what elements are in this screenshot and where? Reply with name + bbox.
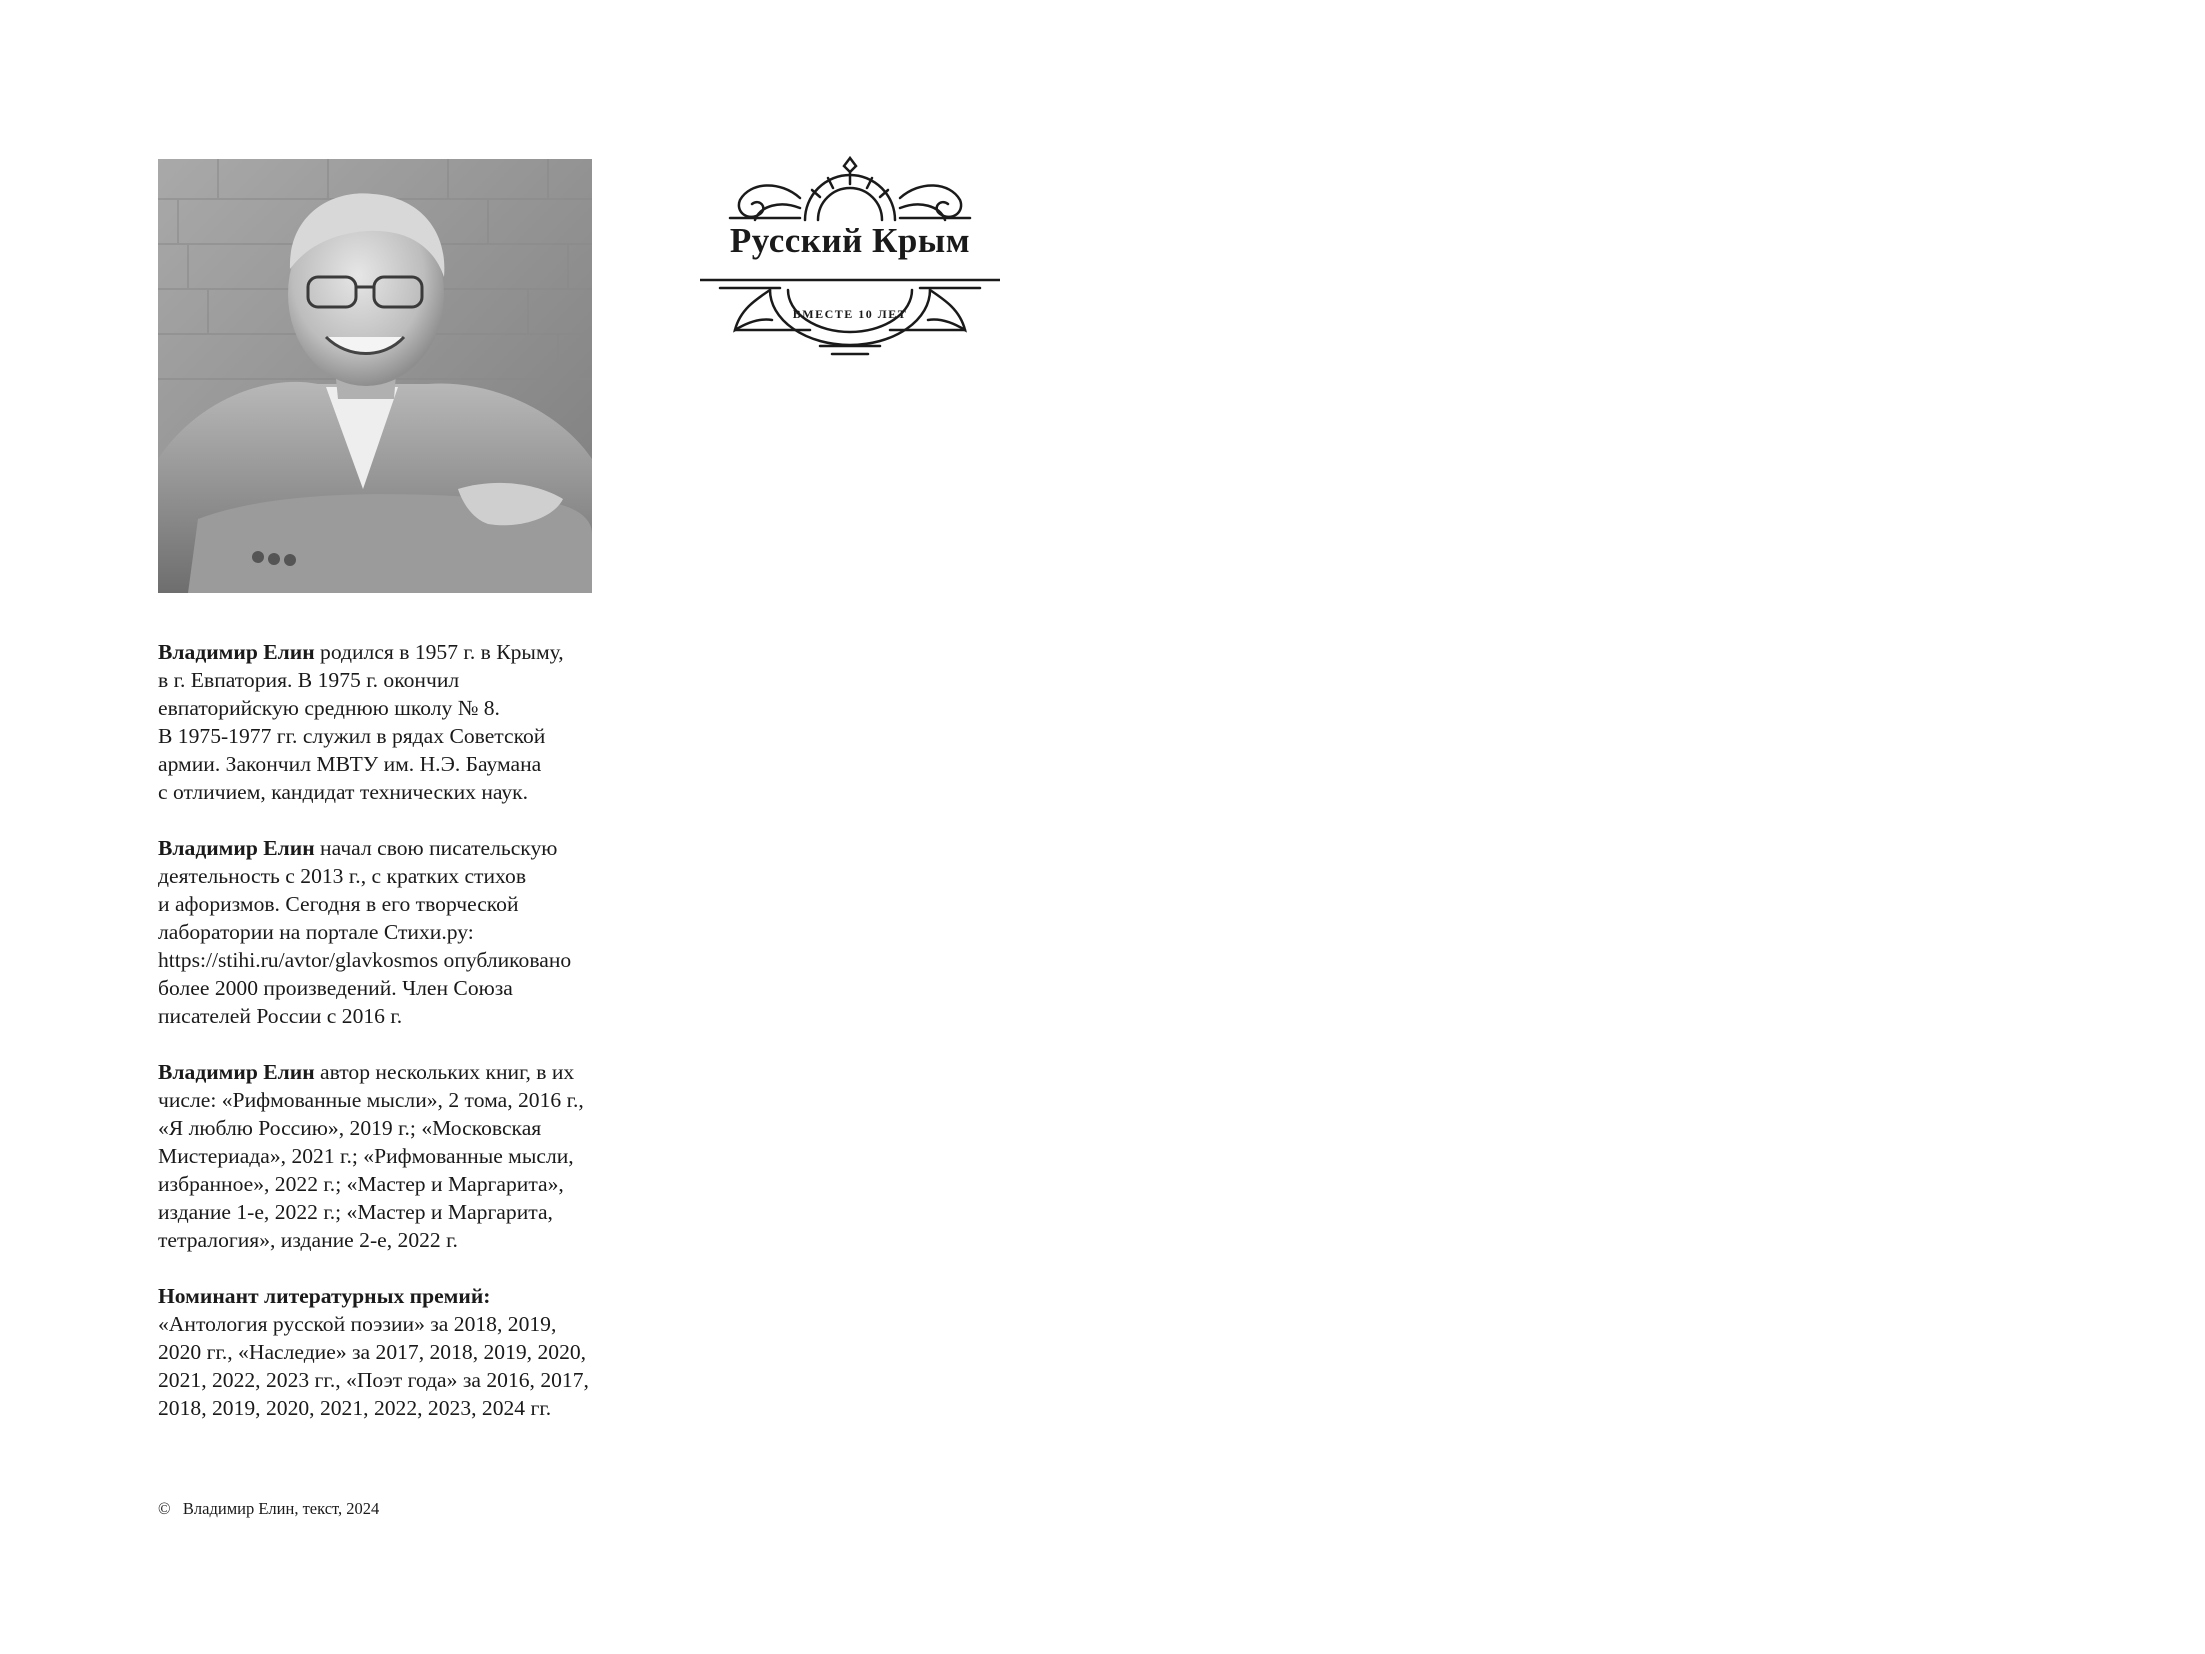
bio-paragraph-writing bbox=[158, 834, 628, 1030]
author-name: Владимир Елин bbox=[158, 1060, 315, 1084]
bio-books-text: автор нескольких книг, в их числе: «Рифмованные мысли», 2 тома, 2016 г., «Я люблю Россию», 2019 г.; «Московская Мистериада», 2021 г.; «Рифмованные мысли, избранное», 2022 г.; «Мастер и Маргарита», издание 1-е, 2022 г.; «Мастер и Маргарита, тетралогия», издание 2-е, 2022 г. bbox=[158, 1060, 584, 1252]
bio-paragraph-awards bbox=[158, 1282, 628, 1422]
bio-writing-text: начал свою писательскую деятельность с 2013 г., с кратких стихов и афоризмов. Сегодня в его творческой лаборатории на портале Стихи.ру: https://stihi.ru/avtor/glavkosmos опубликовано более 2000 произведений. Член Союза писателей России с 2016 г. bbox=[158, 836, 572, 1028]
copyright-notice: © Владимир Елин, текст, 2024 bbox=[158, 1499, 380, 1518]
author-photo bbox=[158, 159, 592, 593]
author-name: Владимир Елин bbox=[158, 640, 315, 664]
author-name: Владимир Елин bbox=[158, 836, 315, 860]
bio-paragraph-books bbox=[158, 1058, 628, 1254]
bio-paragraph-birth bbox=[158, 638, 628, 806]
awards-heading: Номинант литературных премий: bbox=[158, 1284, 491, 1308]
logo-subtitle: ВМЕСТЕ 10 ЛЕТ bbox=[792, 307, 908, 321]
bio-birth-text: родился в 1957 г. в Крыму, в г. Евпатория. В 1975 г. окончил евпаторийскую среднюю школу № 8. В 1975-1977 гг. служил в рядах Советской армии. Закончил МВТУ им. Н.Э. Баумана с отличием, кандидат технических наук. bbox=[158, 640, 564, 804]
logo-title: Русский Крым bbox=[729, 221, 971, 260]
bio-awards-text: «Антология русской поэзии» за 2018, 2019, 2020 гг., «Наследие» за 2017, 2018, 2019, 2020, 2021, 2022, 2023 гг., «Поэт года» за 2016, 2017, 2018, 2019, 2020, 2021, 2022, 2023, 2024 гг. bbox=[158, 1312, 589, 1420]
russkiy-krym-logo bbox=[700, 150, 1000, 360]
author-bio bbox=[158, 638, 628, 1450]
